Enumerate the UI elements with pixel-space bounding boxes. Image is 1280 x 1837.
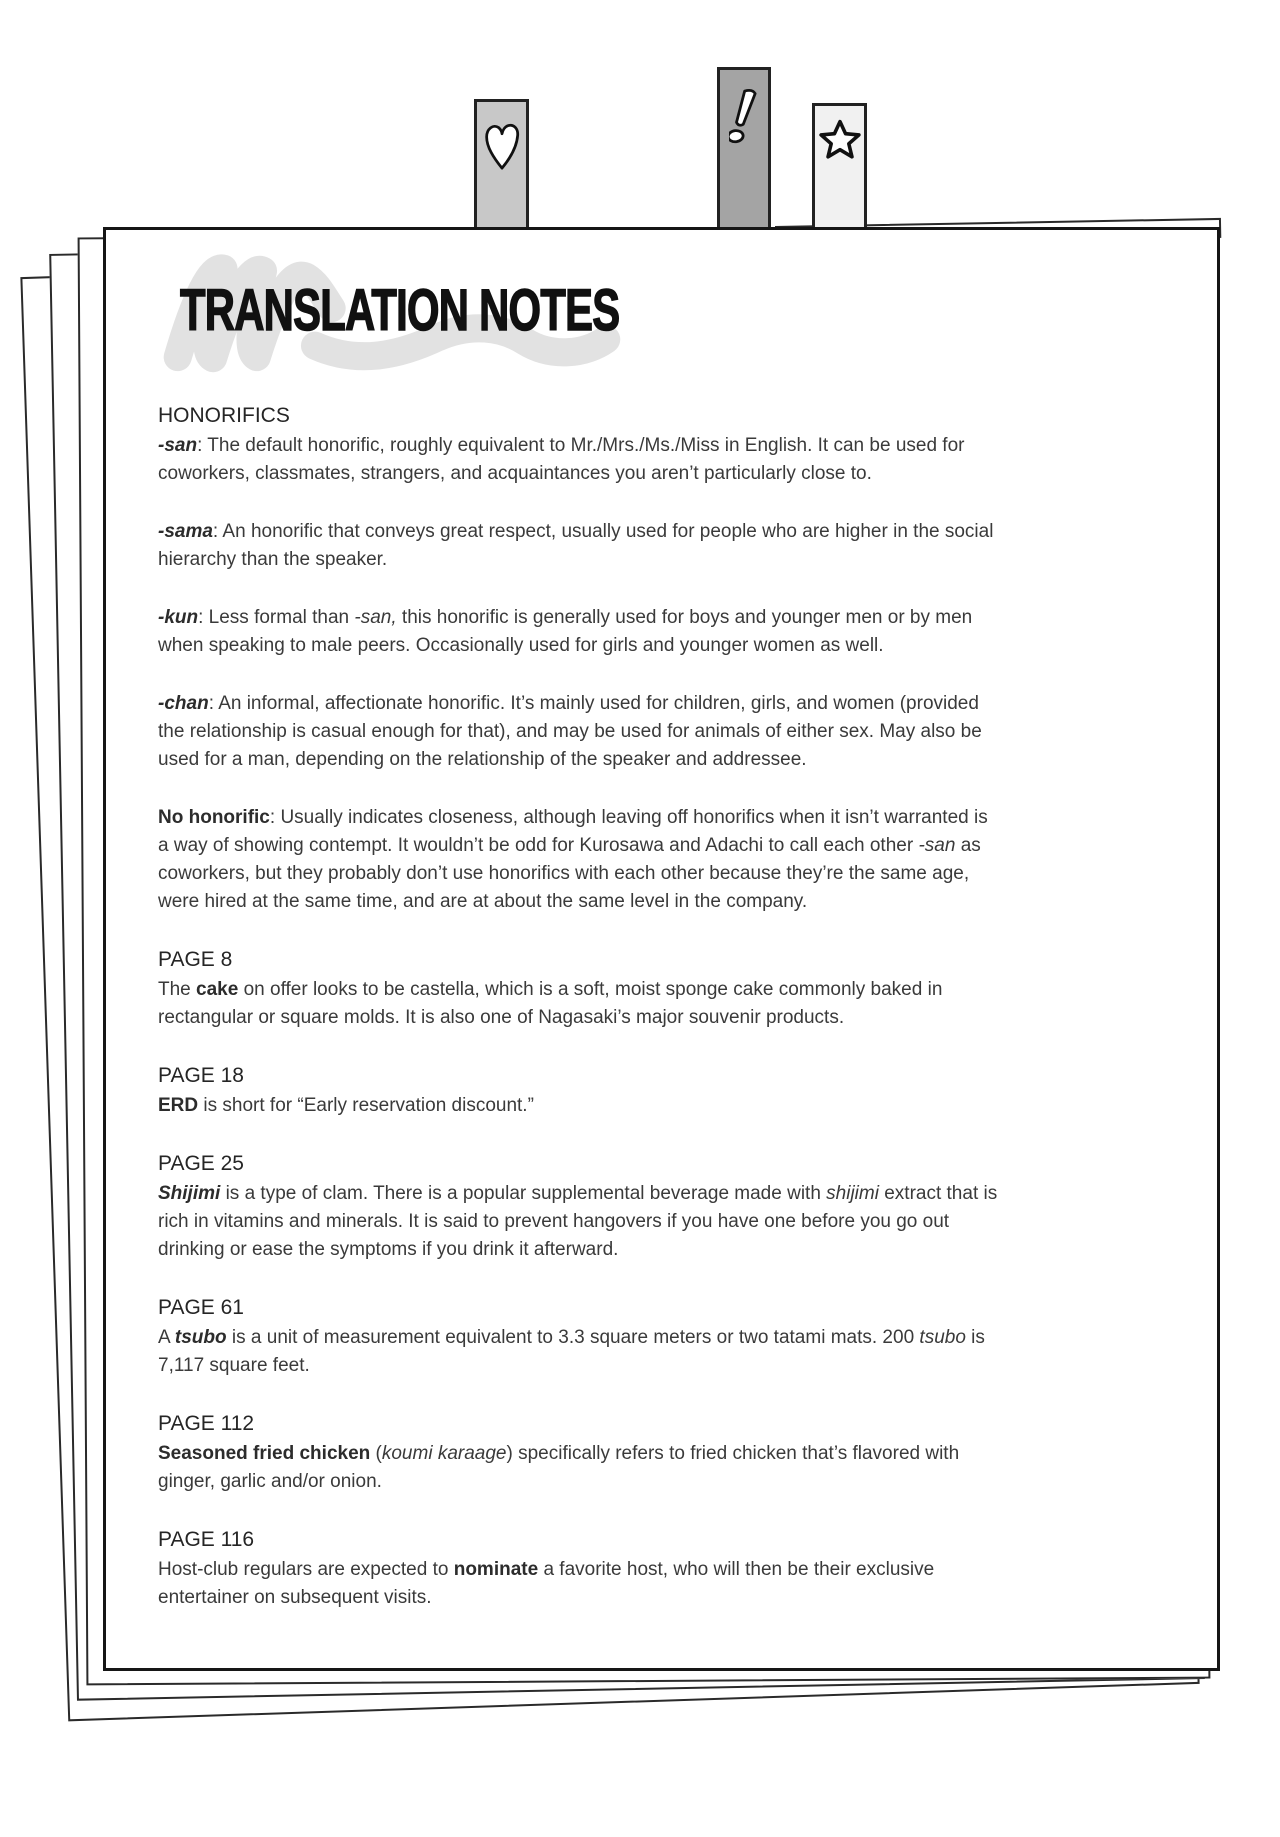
note-paragraph: [158, 604, 1000, 660]
note-paragraph: [158, 432, 1000, 488]
bookmark-tab-exclamation: [717, 67, 771, 232]
section-heading: PAGE 25: [158, 1152, 244, 1175]
note-paragraph: [158, 976, 1000, 1032]
note-section: [158, 1062, 1000, 1120]
section-heading: PAGE 61: [158, 1296, 244, 1319]
note-paragraph: [158, 690, 1000, 774]
text-run: is a type of clam. There is a popular supplemental beverage made with: [220, 1183, 827, 1204]
text-run: : An honorific that conveys great respect, usually used for people who are higher in the social hierarchy than the speaker.: [158, 521, 994, 570]
text-run: as coworkers, but they probably don’t use honorifics with each other because they’re the same age, were hired at the same time, and are at about the same level in the company.: [158, 835, 981, 912]
text-run: ) specifically refers to fried chicken that’s flavored with ginger, garlic and/or onion.: [158, 1443, 960, 1492]
text-run: -sama: [158, 521, 213, 542]
text-run: on offer looks to be castella, which is a soft, moist sponge cake commonly baked in rectangular or square molds. It is also one of Nagasaki’s major souvenir products.: [158, 979, 943, 1028]
section-heading: PAGE 112: [158, 1412, 255, 1435]
text-run: Host-club regulars are expected to: [158, 1559, 454, 1580]
text-run: -kun: [158, 607, 199, 628]
exclamation-icon: [729, 88, 759, 150]
bookmark-tab-heart: [474, 99, 529, 232]
heart-icon: [484, 122, 520, 172]
text-run: : Less formal than: [198, 607, 355, 628]
note-section: [158, 1526, 1000, 1612]
note-paragraph: [158, 1556, 1000, 1612]
star-icon: [819, 119, 861, 161]
section-heading: PAGE 8: [158, 948, 233, 971]
note-paragraph: [158, 804, 1000, 916]
text-run: : The default honorific, roughly equivalent to Mr./Mrs./Ms./Miss in English. It can be used for coworkers, classmates, strangers, and acquaintances you aren’t particularly close to.: [158, 435, 965, 484]
bookmark-tab-star: [812, 103, 867, 232]
text-run: -chan: [158, 693, 209, 714]
text-run: tsubo: [919, 1327, 966, 1348]
text-run: cake: [196, 979, 239, 1000]
notes-content: [158, 402, 1000, 1642]
note-paragraph: [158, 1440, 1000, 1496]
section-heading: PAGE 18: [158, 1064, 244, 1087]
text-run: Shijimi: [158, 1183, 221, 1204]
text-run: tsubo: [174, 1327, 227, 1348]
section-heading: PAGE 116: [158, 1528, 255, 1551]
text-run: is a unit of measurement equivalent to 3.3 square meters or two tatami mats. 200: [226, 1327, 920, 1348]
note-paragraph: [158, 1324, 1000, 1380]
text-run: ERD: [158, 1095, 199, 1116]
note-paragraph: [158, 1092, 1000, 1120]
text-run: koumi karaage: [381, 1443, 507, 1464]
note-section: [158, 1294, 1000, 1380]
note-section: [158, 1410, 1000, 1496]
text-run: : An informal, affectionate honorific. It’s mainly used for children, girls, and women (provided the relationship is casual enough for that), and may be used for animals of either sex. May also be used for a man, depending on the relationship of the speaker and addressee.: [158, 693, 982, 770]
note-paragraph: [158, 518, 1000, 574]
text-run: shijimi: [826, 1183, 879, 1204]
text-run: extract that is rich in vitamins and minerals. It is said to prevent hangovers if you have one before you go out drinking or ease the symptoms if you drink it afterward.: [158, 1183, 998, 1260]
text-run: a favorite host, who will then be their exclusive entertainer on subsequent visits.: [158, 1559, 935, 1608]
text-run: : Usually indicates closeness, although leaving off honorifics when it isn’t warranted is a way of showing contempt. It wouldn’t be odd for Kurosawa and Adachi to call each other: [158, 807, 988, 856]
note-paragraph: [158, 1180, 1000, 1264]
note-section: [158, 946, 1000, 1032]
main-page: [103, 227, 1220, 1671]
text-run: (: [370, 1443, 382, 1464]
text-run: -san,: [354, 607, 397, 628]
text-run: is 7,117 square feet.: [158, 1327, 985, 1376]
text-run: Seasoned fried chicken: [158, 1443, 371, 1464]
note-section: [158, 402, 1000, 916]
note-section: [158, 1150, 1000, 1264]
text-run: is short for “Early reservation discount.”: [198, 1095, 534, 1116]
text-run: -san: [918, 835, 956, 856]
text-run: No honorific: [158, 807, 270, 828]
page-title: TRANSLATION NOTES: [180, 278, 620, 343]
section-heading: HONORIFICS: [158, 404, 290, 427]
text-run: A: [158, 1327, 175, 1348]
text-run: this honorific is generally used for boys and younger men or by men when speaking to male peers. Occasionally used for girls and younger women as well.: [158, 607, 973, 656]
text-run: -san: [158, 435, 198, 456]
text-run: nominate: [453, 1559, 539, 1580]
text-run: The: [158, 979, 197, 1000]
